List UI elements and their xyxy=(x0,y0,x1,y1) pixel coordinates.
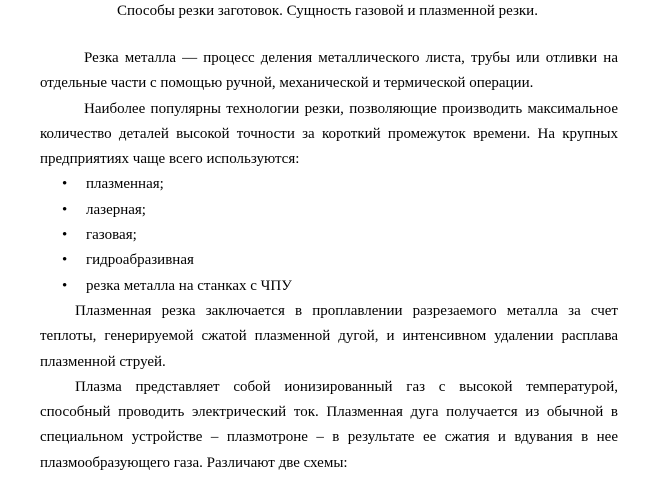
list-item-text: лазерная; xyxy=(86,201,146,218)
bullet-icon: • xyxy=(62,227,68,244)
document-title: Способы резки заготовок. Сущность газовой и плазменной резки. xyxy=(117,3,538,19)
paragraph-metal-cutting-definition: Резка металла — процесс деления металлического листа, трубы или отливки на отдельные части с помощью ручной, механической и термической операции. xyxy=(40,50,618,92)
bullet-icon: • xyxy=(62,201,68,218)
list-item-text: гидроабразивная xyxy=(86,252,194,269)
list-item xyxy=(40,274,618,299)
paragraph-plasma-definition: Плазма представляет собой ионизированный газ с высокой температурой, способный проводить электрический ток. Плазменная дуга получается из обычной в специальном устройстве – плазмотроне – в результате ее сжатия и вдувания в нее плазмообразующего газа. Различают две схемы: xyxy=(40,378,618,471)
cutting-methods-list xyxy=(40,172,618,298)
list-item xyxy=(40,248,618,273)
list-item xyxy=(40,172,618,197)
list-item-text: резка металла на станках с ЧПУ xyxy=(86,277,292,294)
paragraph-popular-technologies: Наиболее популярны технологии резки, позволяющие производить максимальное количество деталей высокой точности за короткий промежуток времени. На крупных предприятиях чаще всего используются: xyxy=(40,100,618,168)
list-item-text: газовая; xyxy=(86,227,137,244)
document-body xyxy=(40,46,618,476)
paragraph-plasma-cutting: Плазменная резка заключается в проплавлении разрезаемого металла за счет теплоты, генерируемой сжатой плазменной дугой, и интенсивном удалении расплава плазменной струей. xyxy=(40,302,618,370)
list-item xyxy=(40,223,618,248)
bullet-icon: • xyxy=(62,176,68,193)
list-item xyxy=(40,198,618,223)
bullet-icon: • xyxy=(62,277,68,294)
bullet-icon: • xyxy=(62,252,68,269)
list-item-text: плазменная; xyxy=(86,176,164,193)
